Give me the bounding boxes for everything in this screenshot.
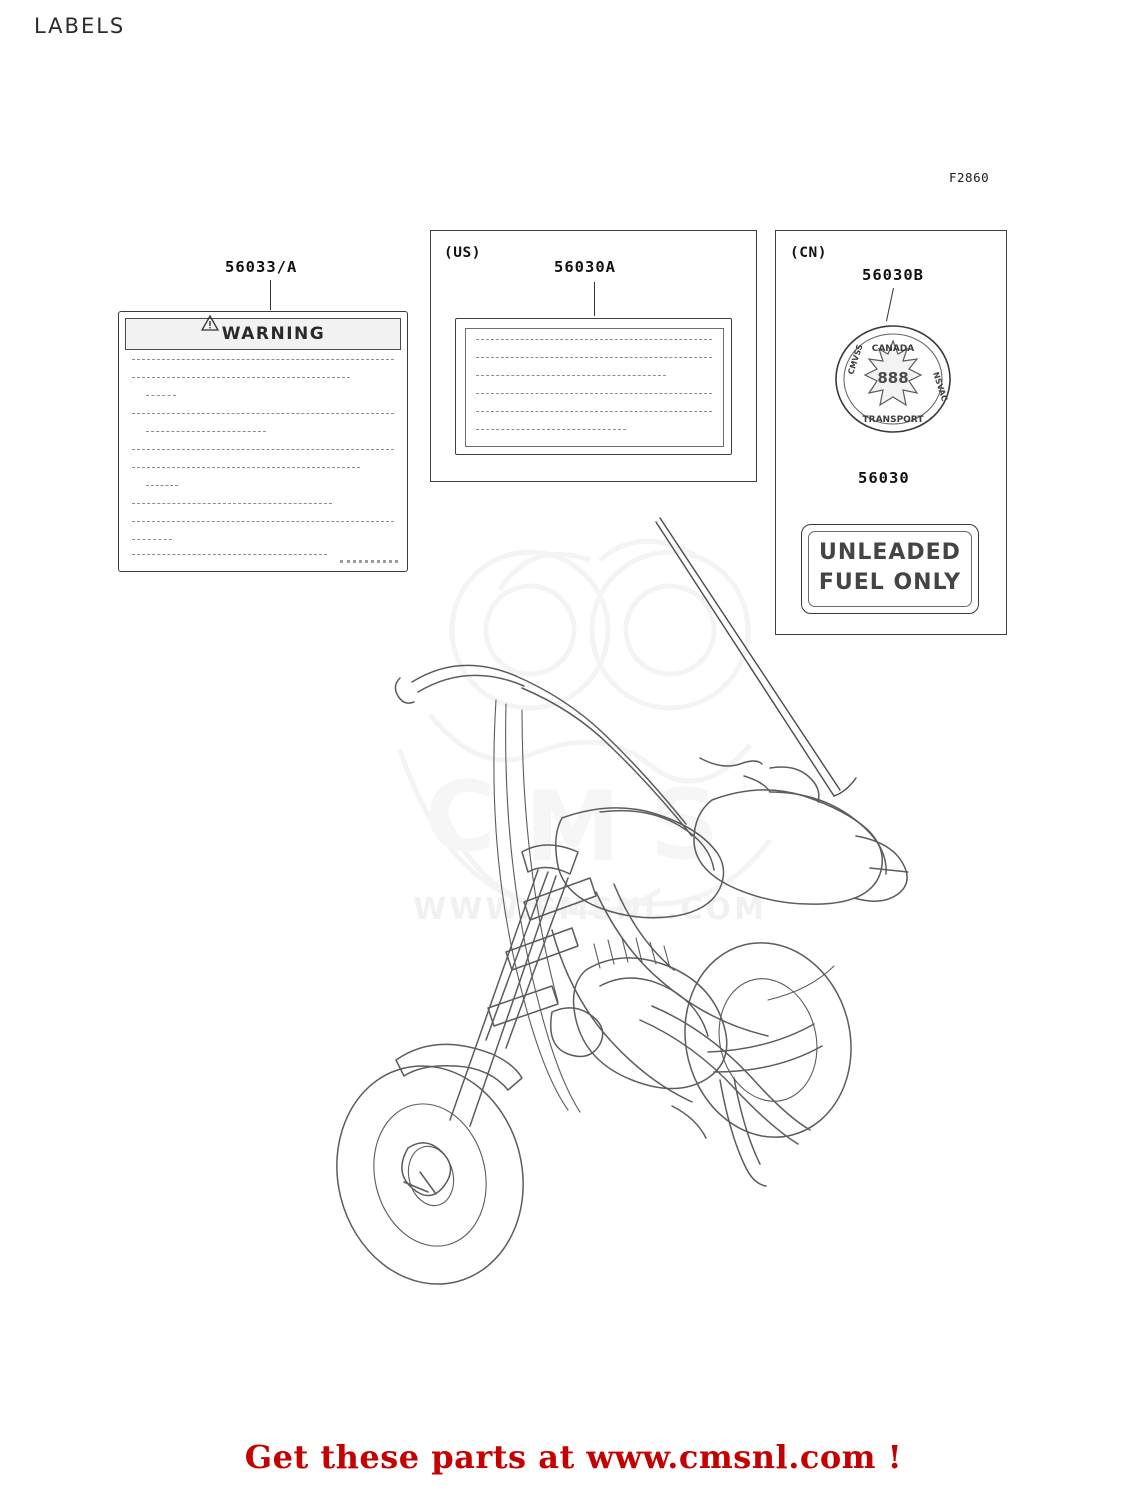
part-number-56030B: 56030B xyxy=(862,266,924,284)
footer-cta: Get these parts at www.cmsnl.com ! xyxy=(244,1438,903,1476)
part-number-56030: 56030 xyxy=(858,469,910,487)
warning-heading-bar xyxy=(125,318,401,350)
fuel-label-line2: FUEL ONLY xyxy=(818,570,962,595)
fuel-label-line1: UNLEADED xyxy=(819,540,961,565)
part-number-56033A: 56033/A xyxy=(225,258,298,276)
svg-text:TRANSPORT: TRANSPORT xyxy=(862,415,924,425)
svg-text:C: C xyxy=(425,761,496,873)
page-title: LABELS xyxy=(34,14,126,38)
region-tag-us: (US) xyxy=(444,245,481,261)
svg-text:M: M xyxy=(525,771,621,883)
seal-center-text: 888 xyxy=(877,369,909,387)
label-canada-seal-56030b xyxy=(833,323,953,436)
leader-line-56030A xyxy=(594,282,595,316)
svg-text:NSVAC: NSVAC xyxy=(931,370,949,403)
watermark-text: WWW.CMSNL.COM xyxy=(413,892,767,927)
svg-text:CANADA: CANADA xyxy=(871,344,915,354)
warning-heading-text: WARNING xyxy=(221,324,326,344)
svg-text:S: S xyxy=(650,769,720,881)
figure-code: F2860 xyxy=(949,170,990,185)
label-emission-56030a xyxy=(455,318,732,455)
leader-line-56033A xyxy=(270,280,271,310)
label-56030a-inner-border xyxy=(465,328,724,447)
region-tag-cn: (CN) xyxy=(790,245,827,261)
motorcycle-diagram xyxy=(300,500,920,1290)
svg-text:CMVSS: CMVSS xyxy=(846,343,865,376)
warning-triangle-icon xyxy=(201,327,217,341)
part-number-56030A: 56030A xyxy=(554,258,616,276)
